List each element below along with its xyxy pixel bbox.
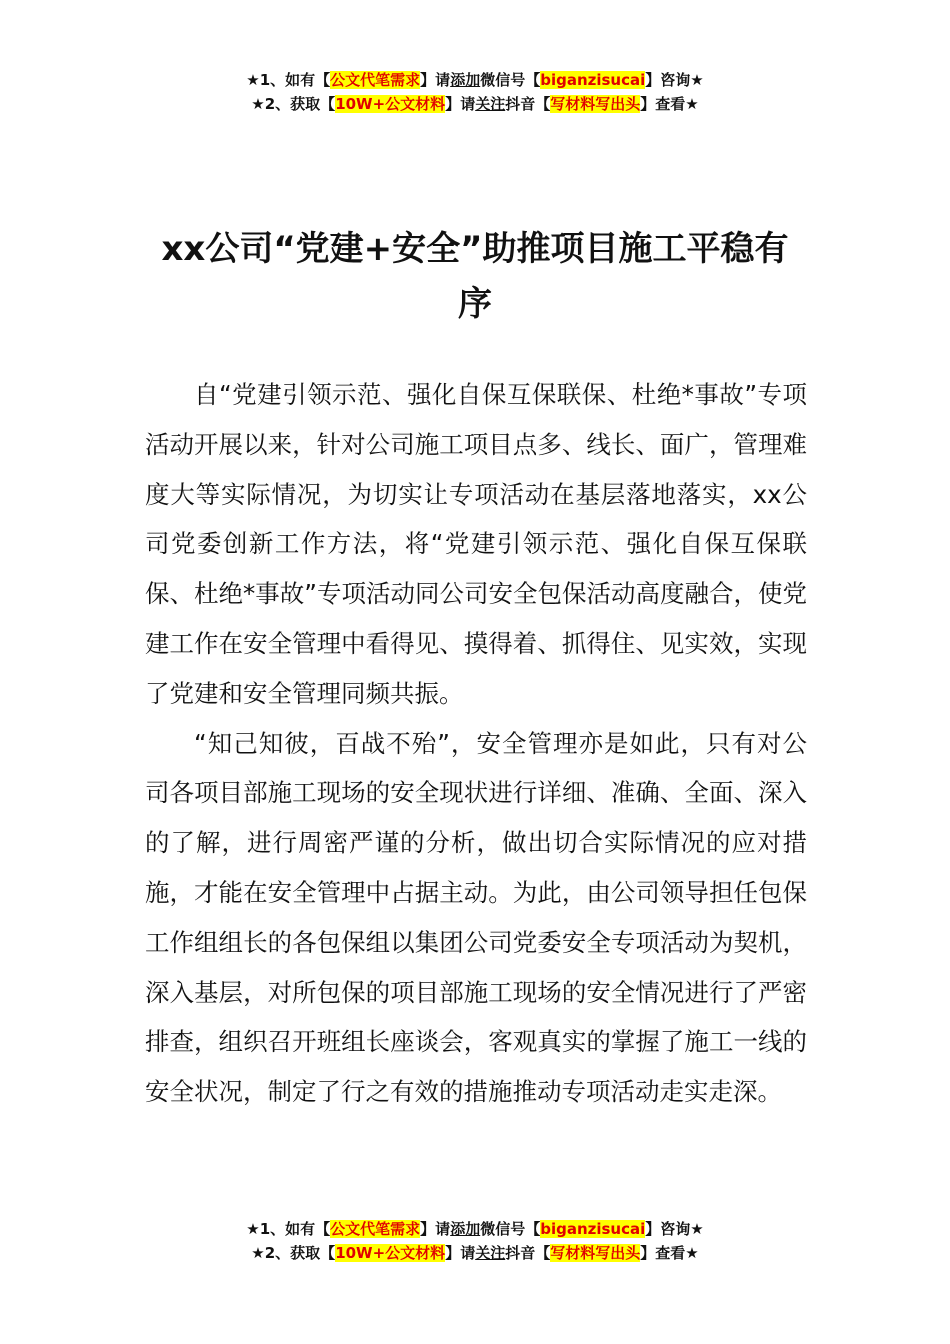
banner-text: 抖音【: [505, 95, 551, 113]
banner-text: 微信号【: [480, 1220, 541, 1238]
banner-text: 】请: [445, 95, 476, 113]
banner-text: ★1、如有【: [246, 71, 331, 89]
header-banner: [0, 68, 950, 116]
banner-line-1: [0, 68, 950, 92]
banner-text: 抖音【: [505, 1244, 551, 1262]
banner-text: ★1、如有【: [246, 1220, 331, 1238]
banner-text: 】请: [445, 1244, 476, 1262]
highlight-douyin-id: 写材料写出头: [550, 95, 641, 113]
highlight-materials: 10W+公文材料: [335, 95, 446, 113]
footer-banner: [0, 1217, 950, 1265]
highlight-service: 公文代笔需求: [330, 1220, 421, 1238]
paragraph-1: 自“党建引领示范、强化自保互保联保、杜绝*事故”专项活动开展以来，针对公司施工项目点多、线长、面广，管理难度大等实际情况，为切实让专项活动在基层落地落实，xx公司党委创新工作方法，将“党建引领示范、强化自保互保联保、杜绝*事故”专项活动同公司安全包保活动高度融合，使党建工作在安全管理中看得见、摸得着、抓得住、见实效，实现了党建和安全管理同频共振。: [145, 380, 807, 708]
banner-underlined-text: 关注: [475, 95, 506, 113]
banner-underlined-text: 关注: [475, 1244, 506, 1262]
document-body: [145, 370, 807, 1117]
highlight-wechat-id: biganzisucai: [540, 1220, 646, 1238]
banner-line-1: [0, 1217, 950, 1241]
banner-line-2: [0, 92, 950, 116]
highlight-wechat-id: biganzisucai: [540, 71, 646, 89]
banner-text: ★2、获取【: [251, 95, 336, 113]
title-line-2: 序: [458, 284, 492, 324]
banner-text: 】请: [420, 1220, 451, 1238]
banner-underlined-text: 添加: [450, 71, 481, 89]
paragraph-2: “知己知彼，百战不殆”，安全管理亦是如此，只有对公司各项目部施工现场的安全现状进行详细、准确、全面、深入的了解，进行周密严谨的分析，做出切合实际情况的应对措施，才能在安全管理中占据主动。为此，由公司领导担任包保工作组组长的各包保组以集团公司党委安全专项活动为契机，深入基层，对所包保的项目部施工现场的安全情况进行了严密排查，组织召开班组长座谈会，客观真实的掌握了施工一线的安全状况，制定了行之有效的措施推动专项活动走实走深。: [145, 728, 807, 1107]
banner-text: ★2、获取【: [251, 1244, 336, 1262]
document-title: [140, 222, 810, 332]
banner-text: 】咨询★: [645, 71, 704, 89]
banner-underlined-text: 添加: [450, 1220, 481, 1238]
banner-text: 】查看★: [640, 1244, 699, 1262]
highlight-douyin-id: 写材料写出头: [550, 1244, 641, 1262]
banner-text: 】咨询★: [645, 1220, 704, 1238]
banner-text: 】请: [420, 71, 451, 89]
highlight-materials: 10W+公文材料: [335, 1244, 446, 1262]
highlight-service: 公文代笔需求: [330, 71, 421, 89]
banner-text: 】查看★: [640, 95, 699, 113]
title-line-1: xx公司“党建+安全”助推项目施工平稳有: [161, 229, 789, 269]
banner-text: 微信号【: [480, 71, 541, 89]
banner-line-2: [0, 1241, 950, 1265]
